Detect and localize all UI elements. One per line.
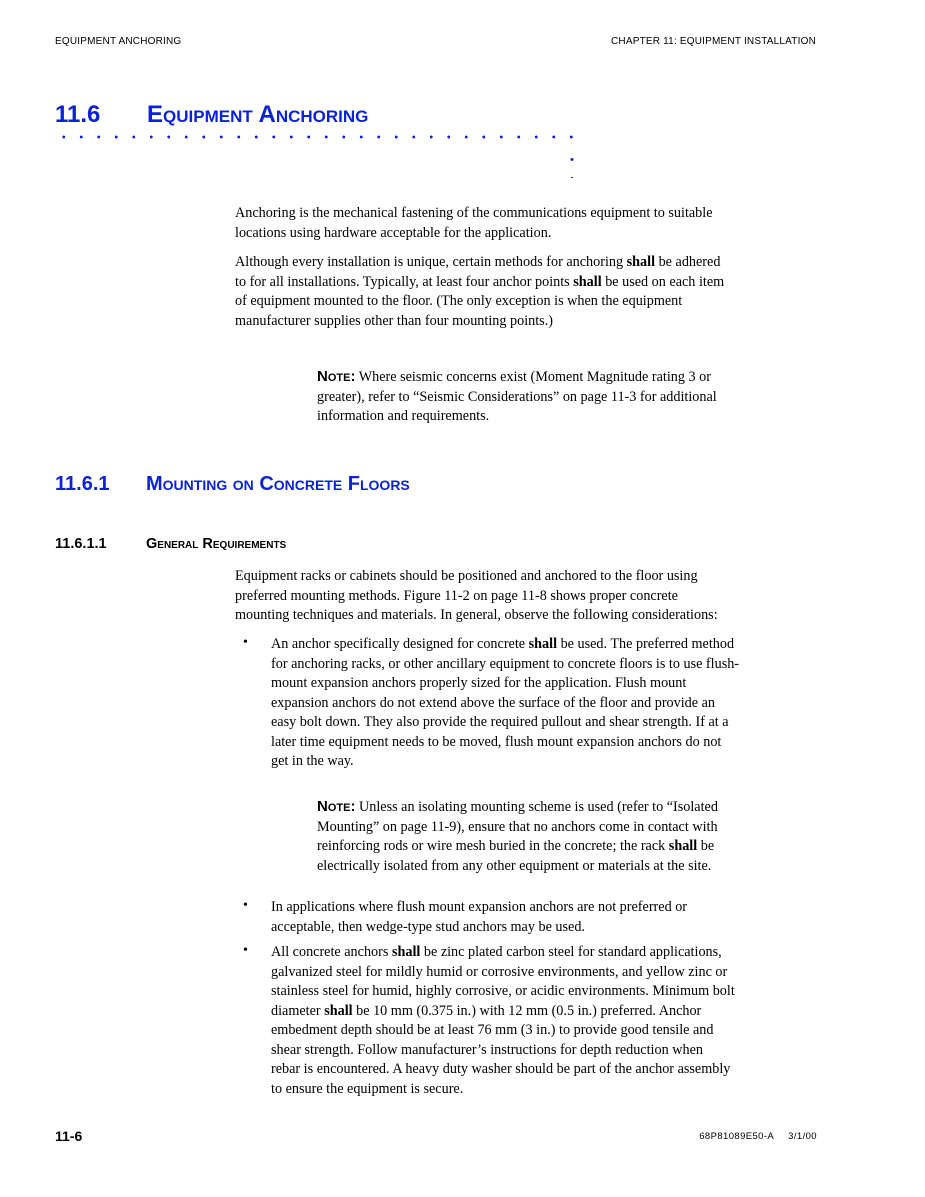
text-line: electrically isolated from any other equipment or materials at the site. xyxy=(317,857,712,874)
text-line: diameter shall be 10 mm (0.375 in.) with 12 mm (0.5 in.) preferred. Anchor xyxy=(271,1002,702,1019)
running-header-right: CHAPTER 11: EQUIPMENT INSTALLATION xyxy=(611,36,816,47)
note-seismic xyxy=(317,367,717,427)
emphasis-shall: shall xyxy=(668,838,698,854)
note-label: Note: xyxy=(317,798,356,815)
subsection-title: Mounting on Concrete Floors xyxy=(146,473,410,495)
intro-paragraph-1 xyxy=(235,204,713,243)
running-header-left: EQUIPMENT ANCHORING xyxy=(55,36,182,47)
bullet-item-concrete-anchor xyxy=(271,635,739,772)
intro-paragraph-2 xyxy=(235,253,724,331)
page-number: 11-6 xyxy=(55,1128,83,1144)
text-line: of equipment mounted to the floor. (The only exception is when the equipment xyxy=(235,293,683,309)
text-line: information and requirements. xyxy=(317,408,490,424)
text-line: rebar is encountered. A heavy duty washer should be part of the anchor assembly xyxy=(271,1061,731,1077)
text-line: shear strength. Follow manufacturer’s instructions for depth reduction when xyxy=(271,1041,703,1058)
general-paragraph xyxy=(235,567,718,626)
text-line: to for all installations. Typically, at least four anchor points shall be used on each item xyxy=(235,273,725,290)
text-line: mounting techniques and materials. In general, observe the following considerations: xyxy=(235,607,718,623)
bullet-item-wedge-anchors xyxy=(271,898,687,937)
text-line: embedment depth should be at least 76 mm (3 in.) to provide good tensile and xyxy=(271,1022,714,1038)
text-line: acceptable, then wedge-type stud anchors may be used. xyxy=(271,918,585,935)
text-line: easy bolt down. They also provide the required pullout and shear strength. If at a xyxy=(271,714,729,730)
text-line: mount expansion anchors properly sized for the application. Flush mount xyxy=(271,675,687,691)
text-line: for anchoring racks, or other ancillary equipment to concrete floors is to use flush- xyxy=(271,655,740,672)
subsection-heading xyxy=(55,473,410,496)
text-line: get in the way. xyxy=(271,753,354,769)
dotted-rule xyxy=(55,134,580,140)
text-line: greater), refer to “Seismic Considerations” on page 11-3 for additional xyxy=(317,388,717,405)
document-id xyxy=(699,1131,817,1142)
text-line: Anchoring is the mechanical fastening of the communications equipment to suitable xyxy=(235,205,713,221)
bullet-marker: • xyxy=(243,943,248,958)
text-line: expansion anchors do not extend above the surface of the floor and provide an xyxy=(271,694,715,711)
emphasis-shall: shall xyxy=(573,273,602,290)
doc-number: 68P81089E50-A xyxy=(699,1131,775,1142)
text-line: Although every installation is unique, certain methods for anchoring shall be adhered xyxy=(235,254,721,270)
subsection-number: 11.6.1 xyxy=(55,473,110,495)
emphasis-shall: shall xyxy=(391,944,421,960)
text-line: preferred mounting methods. Figure 11-2 on page 11-8 shows proper concrete xyxy=(235,587,678,604)
emphasis-shall: shall xyxy=(528,636,558,652)
emphasis-shall: shall xyxy=(626,254,656,270)
section-title: Equipment Anchoring xyxy=(147,101,369,128)
text-line: Mounting” on page 11-9), ensure that no anchors come in contact with xyxy=(317,818,718,835)
section-heading xyxy=(55,101,368,129)
text-line: In applications where flush mount expansion anchors are not preferred or xyxy=(271,899,688,915)
text-line: manufacturer supplies other than four mounting points.) xyxy=(235,312,553,329)
note-isolation xyxy=(317,797,718,876)
section-number: 11.6 xyxy=(55,101,101,128)
bullet-marker: • xyxy=(243,898,248,913)
subsubsection-title: General Requirements xyxy=(146,536,287,552)
emphasis-shall: shall xyxy=(324,1002,353,1019)
text-line: reinforcing rods or wire mesh buried in the concrete; the rack shall be xyxy=(317,838,715,854)
text-line: later time equipment needs to be moved, flush mount expansion anchors do not xyxy=(271,733,722,750)
doc-date: 3/1/00 xyxy=(788,1131,817,1142)
text-line: galvanized steel for mildly humid or corrosive environments, and yellow zinc or xyxy=(271,963,728,980)
text-line: stainless steel for humid, highly corrosive, or acidic environments. Minimum bolt xyxy=(271,983,735,999)
text-line: to ensure the equipment is secure. xyxy=(271,1080,464,1097)
text-line: Equipment racks or cabinets should be positioned and anchored to the floor using xyxy=(235,568,698,584)
bullet-marker: • xyxy=(243,635,248,650)
text-line: An anchor specifically designed for concrete shall be used. The preferred method xyxy=(271,636,735,652)
subsubsection-heading xyxy=(55,536,286,552)
subsubsection-number: 11.6.1.1 xyxy=(55,536,107,552)
dotted-rule-tail xyxy=(569,150,575,178)
text-line: Where seismic concerns exist (Moment Magnitude rating 3 or xyxy=(358,369,711,385)
text-line: Unless an isolating mounting scheme is used (refer to “Isolated xyxy=(359,799,718,815)
bullet-item-anchor-materials xyxy=(271,943,735,1099)
note-label: Note: xyxy=(317,368,356,385)
text-line: All concrete anchors shall be zinc plated carbon steel for standard applications, xyxy=(271,944,722,960)
text-line: locations using hardware acceptable for the application. xyxy=(235,224,552,241)
